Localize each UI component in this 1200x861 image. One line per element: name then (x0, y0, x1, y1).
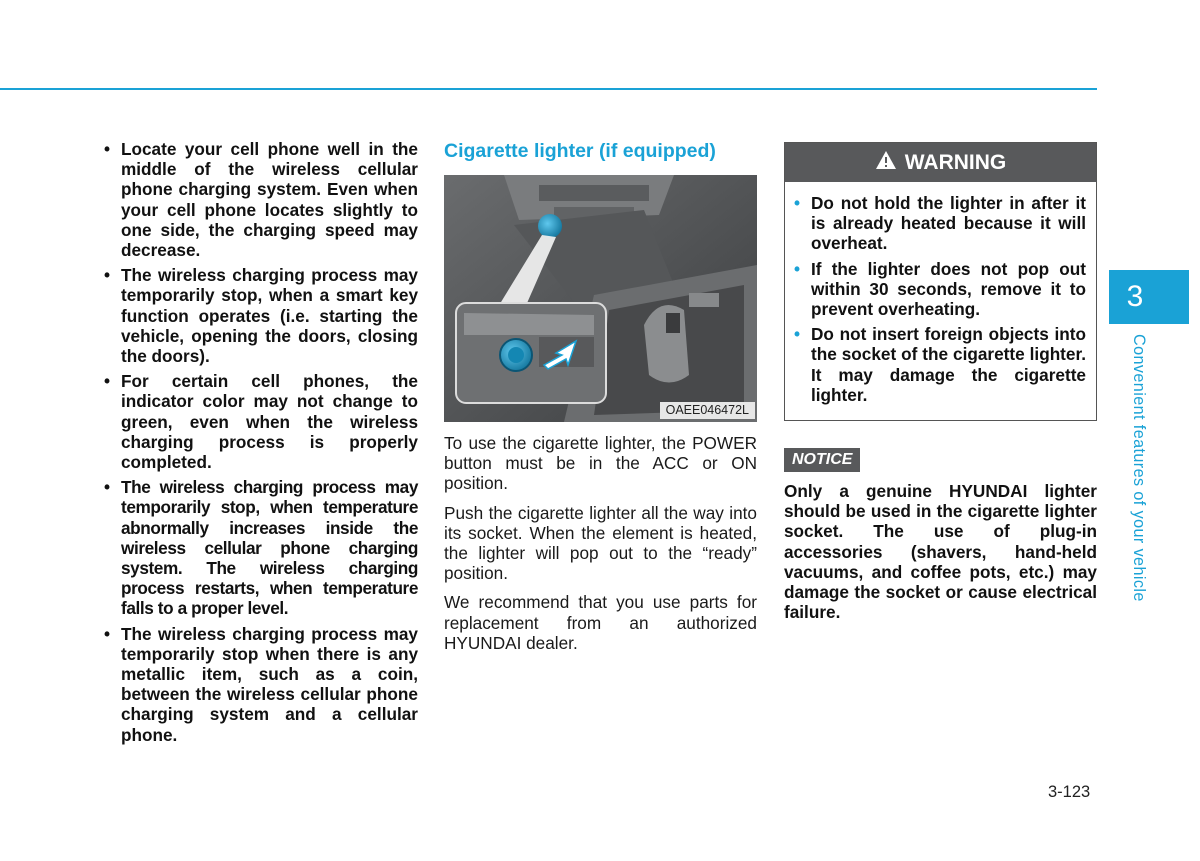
list-item: • Do not insert foreign objects into the socket of the cigarette lighter. It may damage the cigarette lighter. (793, 324, 1086, 405)
list-item: • The wireless charging process may temporarily stop, when a smart key function operates (i.e. starting the vehicle, opening the doors, closing the doors). (100, 265, 418, 366)
chapter-tab (1109, 270, 1189, 324)
notice-text: Only a genuine HYUNDAI lighter should be used in the cigarette lighter socket. The use of plug-in accessories (shavers, hand-held vacuums, and coffee pots, etc.) may damage the socket or cause electrical failure. (784, 481, 1097, 623)
page-number: 3-123 (1048, 783, 1091, 801)
paragraph: To use the cigarette lighter, the POWER button must be in the ACC or ON position. (444, 433, 757, 494)
list-item: • Do not hold the lighter in after it is already heated because it will overheat. (793, 193, 1086, 254)
top-rule (0, 88, 1097, 90)
warning-triangle-icon (875, 150, 897, 176)
list-item: • Locate your cell phone well in the middle of the wireless cellular phone charging system. Even when your cell phone locates slightly to one side, the charging speed may decrease. (100, 139, 418, 260)
cigarette-lighter-illustration (444, 175, 757, 422)
right-column (784, 142, 1097, 622)
warning-header (785, 143, 1096, 182)
chapter-title: Convenient features of your vehicle (1130, 334, 1148, 602)
chapter-number: 3 (1126, 280, 1144, 313)
figure-code: OAEE046472L (660, 402, 755, 419)
wireless-charging-notes (100, 139, 418, 745)
paragraph: Push the cigarette lighter all the way into its socket. When the element is heated, the lighter will pop out to the “ready” position. (444, 502, 757, 584)
paragraph: We recommend that you use parts for replacement from an authorized HYUNDAI dealer. (444, 592, 757, 653)
notice-badge: NOTICE (784, 448, 860, 472)
list-item: • If the lighter does not pop out within 30 seconds, remove it to prevent overheating. (793, 259, 1086, 320)
warning-list (793, 193, 1086, 405)
console-drawing (444, 175, 757, 422)
list-item: • The wireless charging process may temporarily stop, when temperature abnormally increases inside the wireless cellular phone charging system. The wireless charging process restarts, when temperature falls to a proper level. (100, 477, 418, 618)
warning-title: WARNING (904, 150, 1007, 174)
list-item: • The wireless charging process may temporarily stop when there is any metallic item, such as a coin, between the wireless cellular phone charging system and a cellular phone. (100, 624, 418, 745)
section-title: Cigarette lighter (if equipped) (444, 140, 716, 162)
middle-column (444, 139, 757, 653)
list-item: • For certain cell phones, the indicator color may not change to green, even when the wireless charging process is properly completed. (100, 371, 418, 472)
warning-body (785, 182, 1096, 420)
warning-box (784, 142, 1097, 421)
left-column (100, 139, 418, 750)
